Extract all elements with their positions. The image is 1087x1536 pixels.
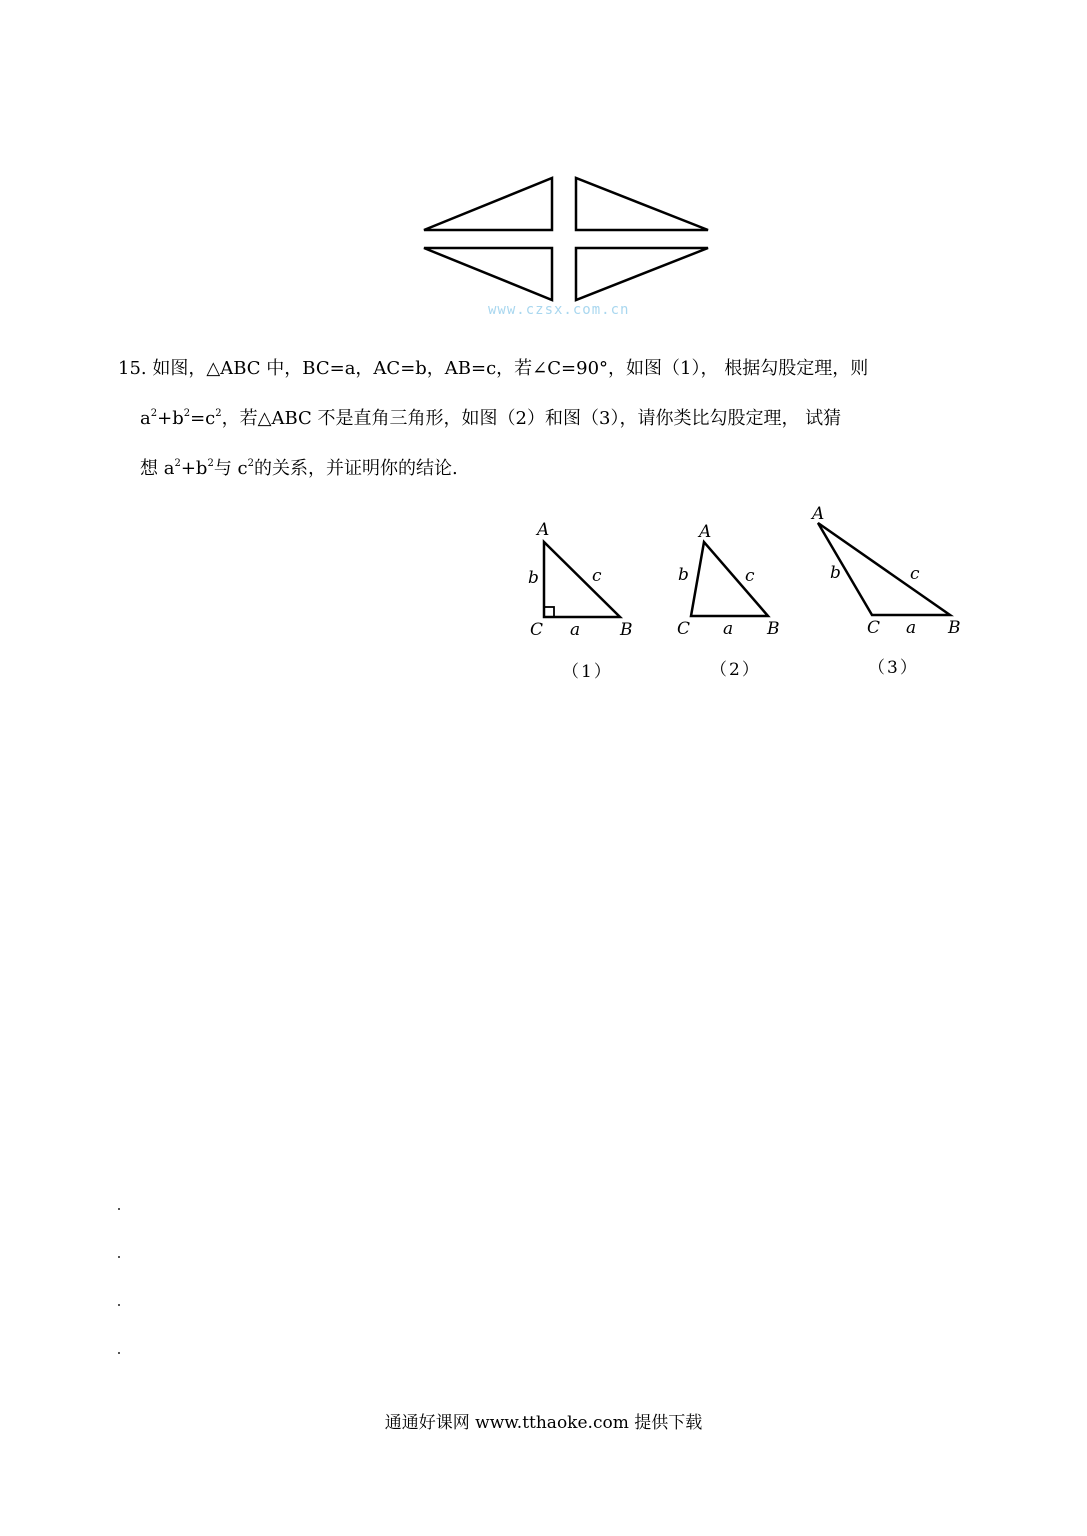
fig1-label-C: C [530, 620, 544, 640]
problem-number: 15. [118, 358, 147, 379]
fig3-label-B: B [948, 618, 961, 638]
fig3-label-A: A [812, 504, 825, 524]
fig3-caption: （3） [868, 658, 919, 678]
fig1-side-b: b [528, 568, 539, 588]
exponent: 2 [215, 408, 222, 419]
fig2-caption: （2） [710, 660, 761, 680]
exponent: 2 [207, 458, 214, 469]
margin-dot [118, 1208, 120, 1210]
problem-text-3d: 的关系，并证明你的结论. [254, 458, 458, 479]
problem-text-2: ，若△ABC 不是直角三角形，如图（2）和图（3），请你类比勾股定理， 试猜 [221, 408, 842, 429]
fig3-side-b: b [830, 563, 841, 583]
problem-line-2 [140, 404, 841, 430]
problem-text-3c: 与 c [213, 458, 248, 479]
fig1-side-a: a [570, 620, 581, 640]
figure-1 [528, 520, 633, 640]
figure-2 [677, 522, 780, 639]
fig2-side-c: c [745, 566, 755, 586]
triangle-bottom-right [576, 248, 708, 300]
triangle-top-left [424, 178, 552, 230]
exponent: 2 [174, 458, 181, 469]
exponent: 2 [247, 458, 254, 469]
figure-3 [810, 504, 961, 638]
margin-dot [118, 1352, 120, 1354]
var-c: =c [190, 408, 216, 429]
margin-dot [118, 1256, 120, 1258]
fig2-side-b: b [678, 565, 689, 585]
var-b: +b [157, 408, 184, 429]
problem-text-3b: +b [180, 458, 208, 479]
problem-line-3 [140, 454, 458, 480]
fig1-side-c: c [592, 566, 602, 586]
fig2-label-A: A [699, 522, 712, 542]
exponent: 2 [183, 408, 191, 419]
problem-text-1: 如图，△ABC 中，BC=a，AC=b，AB=c，若∠C=90°，如图（1）， 根据勾股定理，则 [152, 358, 869, 379]
fig1-caption: （1） [562, 662, 613, 682]
fig1-label-A: A [537, 520, 550, 540]
fig1-label-B: B [620, 620, 633, 640]
footer-credit: 通通好课网 www.tthaoke.com 提供下载 [384, 1413, 703, 1433]
fig3-label-C: C [867, 618, 881, 638]
exponent: 2 [150, 408, 158, 419]
fig3-side-c: c [910, 564, 920, 584]
fig2-label-B: B [767, 619, 780, 639]
four-triangles-figure [418, 172, 714, 304]
margin-dot [118, 1304, 120, 1306]
fig2-side-a: a [723, 619, 734, 639]
fig2-label-C: C [677, 619, 691, 639]
var-a: a [140, 408, 151, 429]
triangle-top-right [576, 178, 708, 230]
triangle-bottom-left [424, 248, 552, 300]
problem-text-3a: 想 a [140, 458, 175, 479]
triangle-figures [510, 495, 980, 695]
fig3-side-a: a [906, 618, 917, 638]
problem-line-1 [118, 354, 868, 380]
watermark: www.czsx.com.cn [488, 302, 630, 318]
